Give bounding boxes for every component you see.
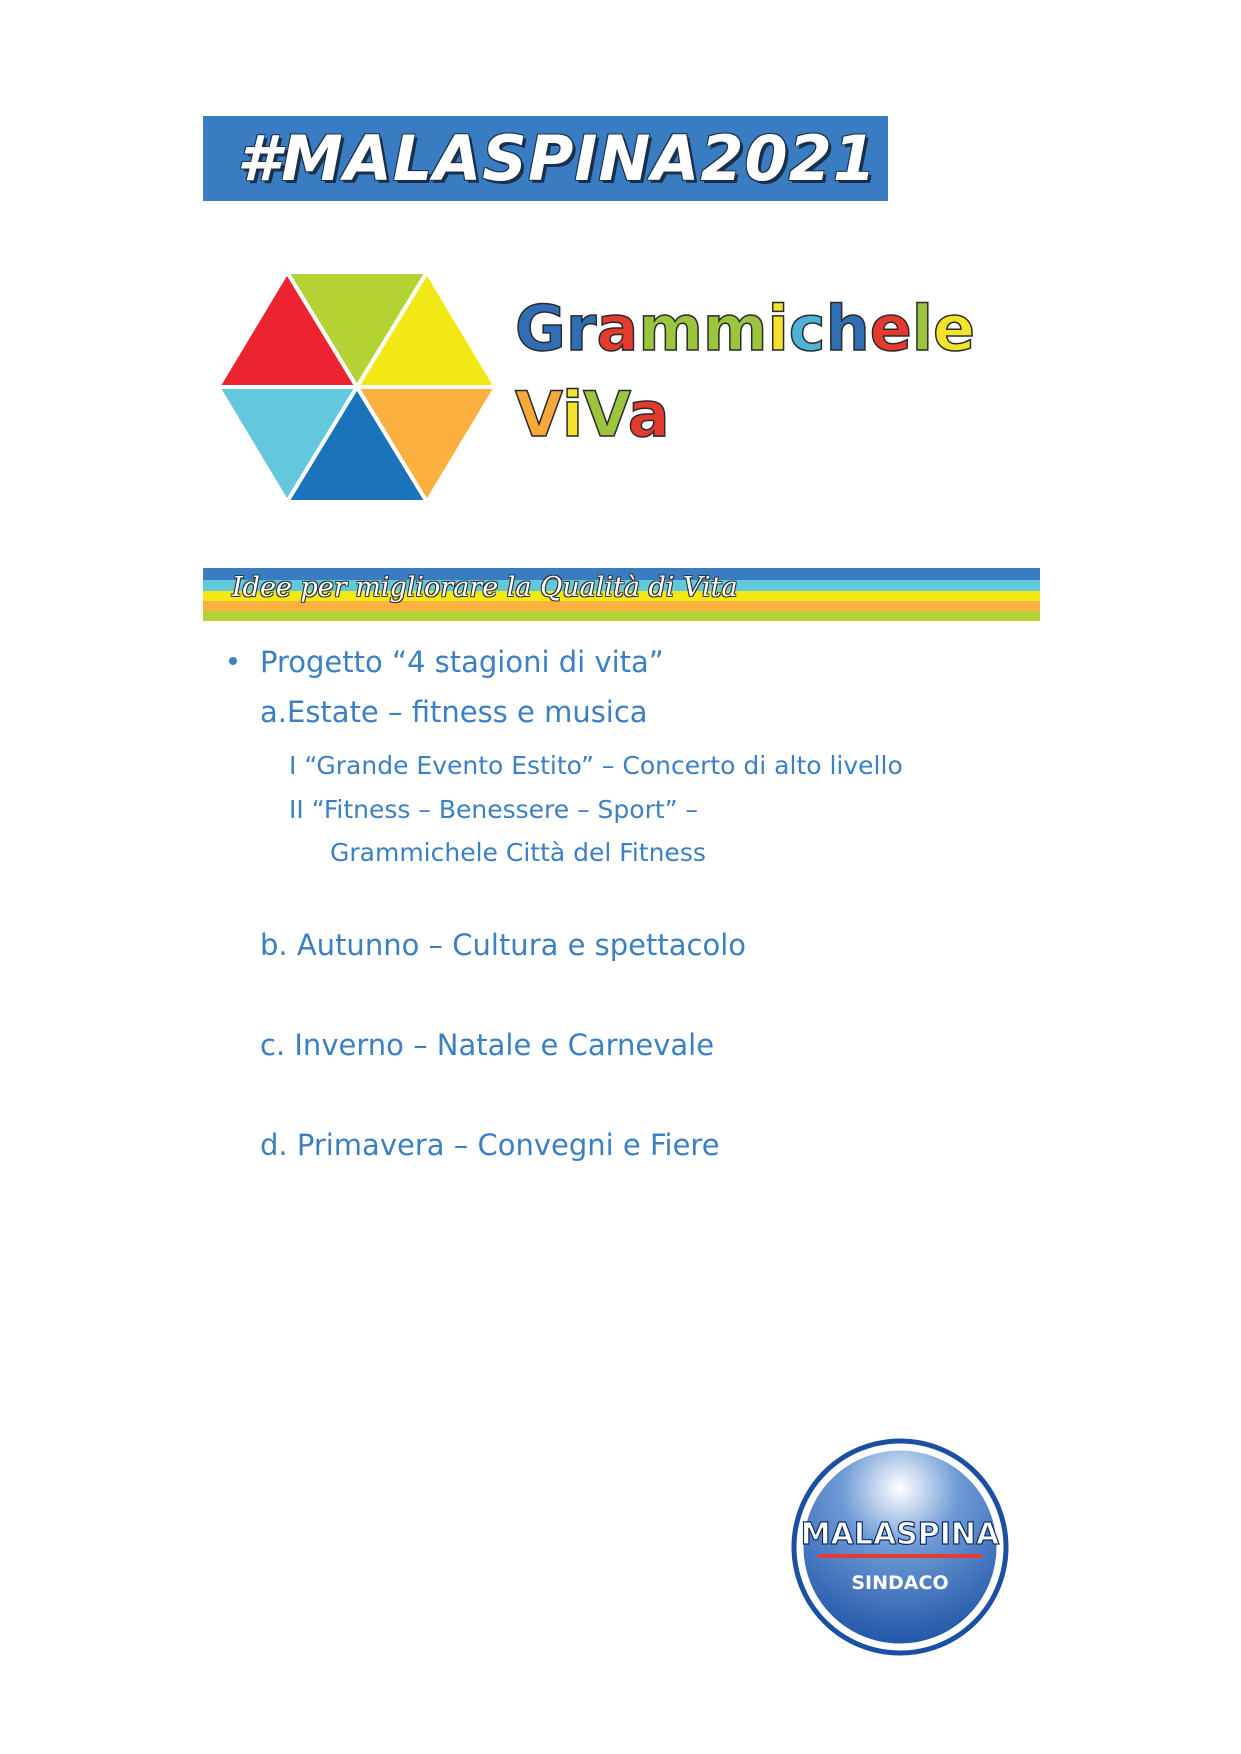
hexagon-logo-icon <box>216 270 498 504</box>
brand-name-line1 <box>515 292 975 365</box>
brand-letter: a <box>596 292 639 365</box>
brand-letter: h <box>825 292 870 365</box>
brand-letter: e <box>933 292 976 365</box>
malaspina-sindaco-badge <box>790 1437 1010 1657</box>
brand-letter: V <box>583 378 628 451</box>
bullet-icon <box>229 657 237 665</box>
brand-letter: l <box>911 292 934 365</box>
hashtag-title: #MALASPINA2021 <box>237 122 877 195</box>
hashtag-banner <box>203 116 888 201</box>
brand-letter: i <box>767 292 789 365</box>
brand-letter: e <box>869 292 912 365</box>
item-a-sub-i: I “Grande Evento Estito” – Concerto di alto livello <box>289 751 903 780</box>
brand-letter: m <box>702 292 768 365</box>
badge-role: SINDACO <box>851 1572 949 1594</box>
brand-letter: a <box>627 378 670 451</box>
tagline-text: Idee per migliorare la Qualità di Vita <box>232 572 738 603</box>
item-a-sub-ii-line1: II “Fitness – Benessere – Sport” – <box>289 795 699 824</box>
stripe-lime <box>203 611 1040 621</box>
item-d-spring: d. Primavera – Convegni e Fiere <box>260 1128 720 1162</box>
brand-letter: c <box>788 292 826 365</box>
brand-letter: i <box>561 378 584 451</box>
project-title: Progetto “4 stagioni di vita” <box>260 645 664 679</box>
brand-name-line2 <box>515 378 670 451</box>
brand-letter: m <box>638 292 703 365</box>
brand-letter: G <box>515 292 566 365</box>
item-a-sub-ii-line2: Grammichele Città del Fitness <box>330 838 706 867</box>
item-b-autumn: b. Autunno – Cultura e spettacolo <box>260 928 747 962</box>
brand-letter: r <box>565 292 597 365</box>
brand-letter: V <box>515 378 562 451</box>
item-a-summer: a.Estate – fitness e musica <box>260 695 648 729</box>
badge-red-rule <box>818 1554 982 1558</box>
badge-name: MALASPINA <box>800 1517 1000 1552</box>
item-c-winter: c. Inverno – Natale e Carnevale <box>260 1028 715 1062</box>
